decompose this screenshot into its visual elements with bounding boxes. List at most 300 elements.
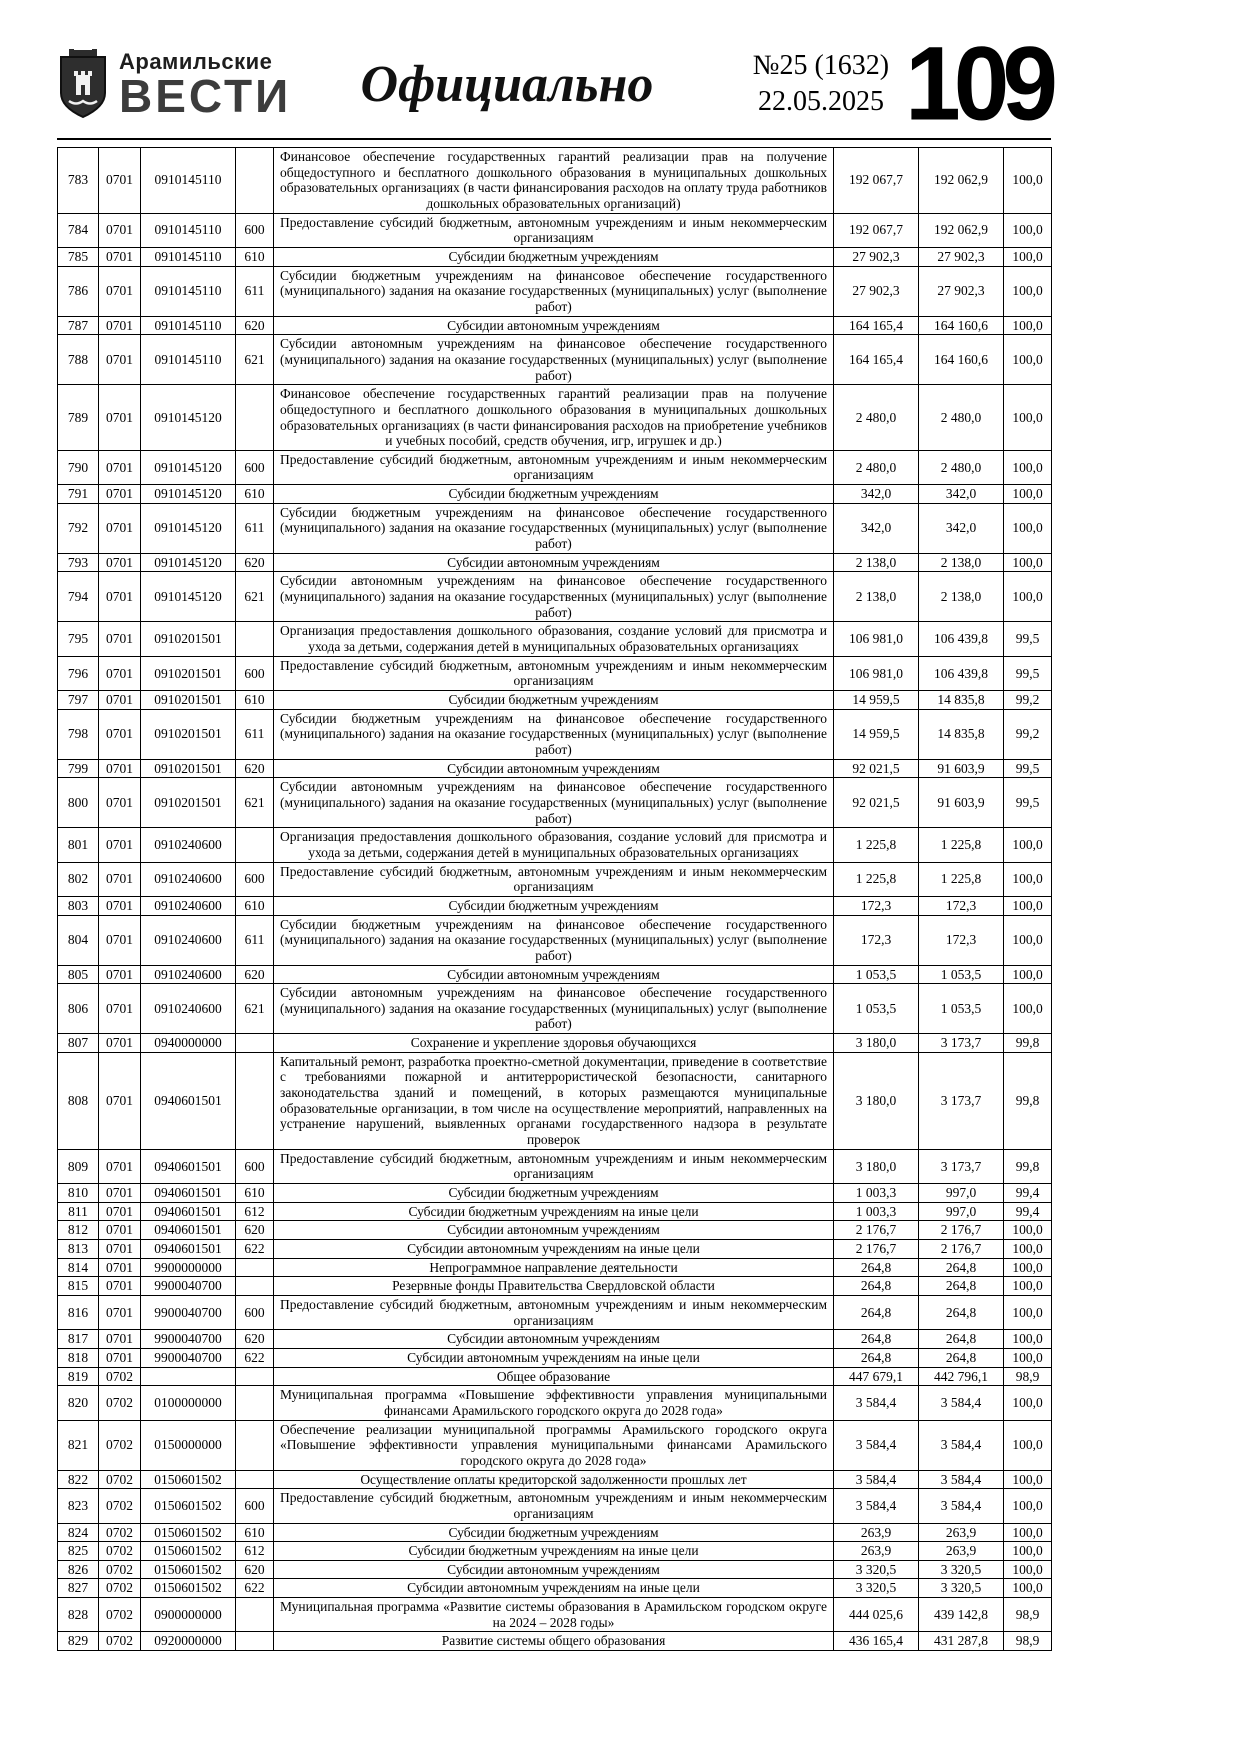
table-cell-percent: 99,8 bbox=[1004, 1034, 1052, 1053]
table-cell-razdel: 0701 bbox=[99, 656, 141, 690]
table-cell-target_article: 0910145120 bbox=[141, 450, 236, 484]
table-cell-fact: 91 603,9 bbox=[919, 759, 1004, 778]
table-cell-razdel: 0702 bbox=[99, 1420, 141, 1470]
table-cell-fact: 192 062,9 bbox=[919, 213, 1004, 247]
table-cell-vid bbox=[236, 1034, 274, 1053]
table-cell-fact: 263,9 bbox=[919, 1542, 1004, 1561]
table-cell-percent: 100,0 bbox=[1004, 385, 1052, 451]
table-cell-vid: 610 bbox=[236, 691, 274, 710]
table-row bbox=[58, 984, 1052, 1034]
table-cell-target_article: 0900000000 bbox=[141, 1598, 236, 1632]
table-cell-target_article: 0150601502 bbox=[141, 1542, 236, 1561]
table-row bbox=[58, 213, 1052, 247]
table-cell-razdel: 0701 bbox=[99, 1277, 141, 1296]
table-row bbox=[58, 553, 1052, 572]
table-cell-name: Субсидии автономным учреждениям bbox=[274, 759, 834, 778]
table-cell-razdel: 0701 bbox=[99, 385, 141, 451]
table-cell-vid: 621 bbox=[236, 778, 274, 828]
table-cell-line: 824 bbox=[58, 1523, 99, 1542]
table-cell-line: 790 bbox=[58, 450, 99, 484]
table-cell-fact: 264,8 bbox=[919, 1330, 1004, 1349]
table-cell-name: Предоставление субсидий бюджетным, автономным учреждениям и иным некоммерческим организациям bbox=[274, 450, 834, 484]
table-cell-target_article: 0910145120 bbox=[141, 553, 236, 572]
table-cell-percent: 98,9 bbox=[1004, 1367, 1052, 1386]
table-cell-percent: 100,0 bbox=[1004, 572, 1052, 622]
table-cell-line: 823 bbox=[58, 1489, 99, 1523]
table-cell-name: Субсидии бюджетным учреждениям bbox=[274, 247, 834, 266]
table-cell-fact: 3 584,4 bbox=[919, 1489, 1004, 1523]
table-cell-vid: 610 bbox=[236, 896, 274, 915]
table-cell-plan: 264,8 bbox=[834, 1348, 919, 1367]
table-row bbox=[58, 1202, 1052, 1221]
table-row bbox=[58, 759, 1052, 778]
table-cell-percent: 100,0 bbox=[1004, 1542, 1052, 1561]
table-cell-fact: 3 320,5 bbox=[919, 1579, 1004, 1598]
table-cell-name: Сохранение и укрепление здоровья обучающихся bbox=[274, 1034, 834, 1053]
table-cell-plan: 342,0 bbox=[834, 503, 919, 553]
table-cell-name: Субсидии бюджетным учреждениям на финансовое обеспечение государственного (муниципального) задания на оказание государственных (муниципальных) услуг (выполнение работ) bbox=[274, 503, 834, 553]
table-cell-plan: 192 067,7 bbox=[834, 213, 919, 247]
table-cell-razdel: 0701 bbox=[99, 896, 141, 915]
table-row bbox=[58, 316, 1052, 335]
table-cell-name: Субсидии бюджетным учреждениям bbox=[274, 691, 834, 710]
table-cell-percent: 100,0 bbox=[1004, 915, 1052, 965]
table-cell-target_article: 0910145110 bbox=[141, 247, 236, 266]
table-cell-line: 815 bbox=[58, 1277, 99, 1296]
table-cell-name: Организация предоставления дошкольного образования, создание условий для присмотра и ухода за детьми, содержания детей в муниципальных образовательных организациях bbox=[274, 622, 834, 656]
table-cell-target_article: 0910240600 bbox=[141, 915, 236, 965]
table-cell-vid: 600 bbox=[236, 1489, 274, 1523]
table-cell-razdel: 0702 bbox=[99, 1632, 141, 1651]
table-cell-razdel: 0701 bbox=[99, 1202, 141, 1221]
table-cell-vid: 622 bbox=[236, 1240, 274, 1259]
table-cell-percent: 99,5 bbox=[1004, 778, 1052, 828]
table-cell-target_article: 0940601501 bbox=[141, 1149, 236, 1183]
table-cell-name: Субсидии бюджетным учреждениям bbox=[274, 896, 834, 915]
table-row bbox=[58, 1386, 1052, 1420]
table-cell-plan: 3 584,4 bbox=[834, 1489, 919, 1523]
budget-table-body bbox=[58, 148, 1052, 1651]
table-cell-razdel: 0702 bbox=[99, 1598, 141, 1632]
table-cell-percent: 100,0 bbox=[1004, 896, 1052, 915]
table-cell-razdel: 0701 bbox=[99, 1221, 141, 1240]
table-cell-fact: 3 173,7 bbox=[919, 1034, 1004, 1053]
table-cell-razdel: 0701 bbox=[99, 1330, 141, 1349]
table-row bbox=[58, 1149, 1052, 1183]
table-cell-vid: 621 bbox=[236, 572, 274, 622]
table-row bbox=[58, 148, 1052, 214]
table-cell-vid: 600 bbox=[236, 213, 274, 247]
table-row bbox=[58, 247, 1052, 266]
table-cell-line: 811 bbox=[58, 1202, 99, 1221]
table-cell-razdel: 0701 bbox=[99, 984, 141, 1034]
brand-name-top: Арамильские bbox=[119, 49, 273, 75]
table-cell-name: Субсидии бюджетным учреждениям на финансовое обеспечение государственного (муниципального) задания на оказание государственных (муниципальных) услуг (выполнение работ) bbox=[274, 709, 834, 759]
table-cell-fact: 342,0 bbox=[919, 503, 1004, 553]
table-cell-percent: 100,0 bbox=[1004, 503, 1052, 553]
table-cell-percent: 99,2 bbox=[1004, 691, 1052, 710]
table-cell-line: 788 bbox=[58, 335, 99, 385]
table-cell-name: Финансовое обеспечение государственных гарантий реализации прав на получение общедоступного и бесплатного дошкольного образования в муниципальных дошкольных образовательных организациях (в части финансирования расходов на приобретение учебников и учебных пособий, средств обучения, игр, игрушек и др.) bbox=[274, 385, 834, 451]
table-cell-vid bbox=[236, 1598, 274, 1632]
table-row bbox=[58, 1523, 1052, 1542]
table-cell-plan: 436 165,4 bbox=[834, 1632, 919, 1651]
table-cell-line: 816 bbox=[58, 1295, 99, 1329]
table-cell-name: Резервные фонды Правительства Свердловской области bbox=[274, 1277, 834, 1296]
table-cell-name: Предоставление субсидий бюджетным, автономным учреждениям и иным некоммерческим организациям bbox=[274, 213, 834, 247]
table-row bbox=[58, 965, 1052, 984]
table-cell-target_article: 0150601502 bbox=[141, 1523, 236, 1542]
table-cell-name: Организация предоставления дошкольного образования, создание условий для присмотра и ухода за детьми, содержания детей в муниципальных образовательных организациях bbox=[274, 828, 834, 862]
table-cell-percent: 100,0 bbox=[1004, 148, 1052, 214]
table-cell-line: 799 bbox=[58, 759, 99, 778]
section-title: Официально bbox=[360, 55, 654, 113]
table-cell-vid bbox=[236, 622, 274, 656]
table-cell-line: 828 bbox=[58, 1598, 99, 1632]
table-cell-fact: 264,8 bbox=[919, 1295, 1004, 1329]
table-cell-vid: 620 bbox=[236, 759, 274, 778]
table-cell-fact: 439 142,8 bbox=[919, 1598, 1004, 1632]
table-cell-razdel: 0701 bbox=[99, 572, 141, 622]
table-cell-line: 814 bbox=[58, 1258, 99, 1277]
brand-name-bottom: ВЕСТИ bbox=[119, 70, 292, 123]
table-row bbox=[58, 1348, 1052, 1367]
table-cell-razdel: 0701 bbox=[99, 213, 141, 247]
table-cell-fact: 264,8 bbox=[919, 1348, 1004, 1367]
table-cell-razdel: 0701 bbox=[99, 1295, 141, 1329]
table-cell-fact: 431 287,8 bbox=[919, 1632, 1004, 1651]
table-row bbox=[58, 862, 1052, 896]
table-cell-plan: 342,0 bbox=[834, 485, 919, 504]
table-cell-fact: 27 902,3 bbox=[919, 247, 1004, 266]
table-cell-target_article: 0940601501 bbox=[141, 1202, 236, 1221]
table-cell-plan: 3 320,5 bbox=[834, 1560, 919, 1579]
table-cell-target_article: 9900000000 bbox=[141, 1258, 236, 1277]
table-cell-line: 810 bbox=[58, 1184, 99, 1203]
table-cell-fact: 442 796,1 bbox=[919, 1367, 1004, 1386]
table-cell-fact: 264,8 bbox=[919, 1277, 1004, 1296]
table-cell-percent: 100,0 bbox=[1004, 1348, 1052, 1367]
table-cell-plan: 106 981,0 bbox=[834, 656, 919, 690]
table-cell-target_article: 0940601501 bbox=[141, 1184, 236, 1203]
table-cell-line: 812 bbox=[58, 1221, 99, 1240]
table-cell-plan: 1 003,3 bbox=[834, 1184, 919, 1203]
issue-date: 22.05.2025 bbox=[757, 86, 884, 117]
table-cell-line: 794 bbox=[58, 572, 99, 622]
table-cell-plan: 263,9 bbox=[834, 1523, 919, 1542]
table-cell-plan: 3 584,4 bbox=[834, 1386, 919, 1420]
table-cell-line: 795 bbox=[58, 622, 99, 656]
table-cell-vid: 600 bbox=[236, 1149, 274, 1183]
table-cell-vid: 612 bbox=[236, 1542, 274, 1561]
table-cell-line: 792 bbox=[58, 503, 99, 553]
table-row bbox=[58, 778, 1052, 828]
table-cell-fact: 91 603,9 bbox=[919, 778, 1004, 828]
table-cell-target_article bbox=[141, 1367, 236, 1386]
table-cell-target_article: 0940000000 bbox=[141, 1034, 236, 1053]
table-cell-razdel: 0701 bbox=[99, 1052, 141, 1149]
table-cell-plan: 264,8 bbox=[834, 1295, 919, 1329]
table-cell-line: 786 bbox=[58, 266, 99, 316]
table-cell-percent: 99,5 bbox=[1004, 656, 1052, 690]
table-cell-line: 796 bbox=[58, 656, 99, 690]
table-cell-fact: 106 439,8 bbox=[919, 656, 1004, 690]
table-cell-razdel: 0702 bbox=[99, 1523, 141, 1542]
table-cell-plan: 263,9 bbox=[834, 1542, 919, 1561]
table-cell-vid bbox=[236, 1277, 274, 1296]
table-cell-plan: 1 053,5 bbox=[834, 984, 919, 1034]
table-cell-fact: 164 160,6 bbox=[919, 316, 1004, 335]
table-cell-target_article: 0910240600 bbox=[141, 965, 236, 984]
table-row bbox=[58, 1330, 1052, 1349]
table-cell-vid: 610 bbox=[236, 485, 274, 504]
table-cell-target_article: 0910145110 bbox=[141, 266, 236, 316]
table-cell-line: 803 bbox=[58, 896, 99, 915]
table-cell-line: 829 bbox=[58, 1632, 99, 1651]
table-cell-percent: 100,0 bbox=[1004, 984, 1052, 1034]
table-cell-plan: 164 165,4 bbox=[834, 335, 919, 385]
table-cell-name: Предоставление субсидий бюджетным, автономным учреждениям и иным некоммерческим организациям bbox=[274, 1149, 834, 1183]
table-cell-razdel: 0701 bbox=[99, 709, 141, 759]
table-row bbox=[58, 1367, 1052, 1386]
table-cell-percent: 100,0 bbox=[1004, 1420, 1052, 1470]
table-cell-percent: 98,9 bbox=[1004, 1598, 1052, 1632]
table-cell-percent: 99,5 bbox=[1004, 759, 1052, 778]
table-cell-vid bbox=[236, 1470, 274, 1489]
table-cell-percent: 100,0 bbox=[1004, 335, 1052, 385]
table-cell-vid bbox=[236, 148, 274, 214]
table-cell-plan: 2 138,0 bbox=[834, 553, 919, 572]
table-cell-razdel: 0701 bbox=[99, 862, 141, 896]
table-cell-line: 785 bbox=[58, 247, 99, 266]
table-cell-vid: 600 bbox=[236, 1295, 274, 1329]
table-cell-fact: 2 176,7 bbox=[919, 1240, 1004, 1259]
table-cell-vid: 620 bbox=[236, 965, 274, 984]
table-cell-percent: 100,0 bbox=[1004, 1258, 1052, 1277]
table-cell-percent: 100,0 bbox=[1004, 316, 1052, 335]
table-cell-line: 808 bbox=[58, 1052, 99, 1149]
table-cell-fact: 997,0 bbox=[919, 1202, 1004, 1221]
table-cell-fact: 1 225,8 bbox=[919, 828, 1004, 862]
table-row bbox=[58, 915, 1052, 965]
table-cell-razdel: 0701 bbox=[99, 1348, 141, 1367]
table-cell-line: 789 bbox=[58, 385, 99, 451]
table-cell-vid bbox=[236, 1632, 274, 1651]
table-cell-plan: 1 225,8 bbox=[834, 862, 919, 896]
table-cell-fact: 2 480,0 bbox=[919, 450, 1004, 484]
table-cell-fact: 342,0 bbox=[919, 485, 1004, 504]
table-cell-plan: 92 021,5 bbox=[834, 778, 919, 828]
table-row bbox=[58, 1470, 1052, 1489]
table-cell-razdel: 0701 bbox=[99, 1240, 141, 1259]
table-cell-razdel: 0701 bbox=[99, 965, 141, 984]
table-cell-percent: 100,0 bbox=[1004, 1523, 1052, 1542]
table-cell-razdel: 0702 bbox=[99, 1579, 141, 1598]
table-cell-name: Субсидии автономным учреждениям bbox=[274, 316, 834, 335]
table-cell-plan: 27 902,3 bbox=[834, 266, 919, 316]
table-cell-target_article: 0150601502 bbox=[141, 1560, 236, 1579]
table-row bbox=[58, 1579, 1052, 1598]
table-cell-name: Субсидии автономным учреждениям на финансовое обеспечение государственного (муниципального) задания на оказание государственных (муниципальных) услуг (выполнение работ) bbox=[274, 335, 834, 385]
table-cell-target_article: 0910240600 bbox=[141, 984, 236, 1034]
table-cell-name: Субсидии бюджетным учреждениям на иные цели bbox=[274, 1202, 834, 1221]
table-cell-name: Муниципальная программа «Развитие системы образования в Арамильском городском округе на 2024 – 2028 годы» bbox=[274, 1598, 834, 1632]
table-cell-fact: 172,3 bbox=[919, 915, 1004, 965]
table-row bbox=[58, 1489, 1052, 1523]
table-cell-target_article: 0940601501 bbox=[141, 1052, 236, 1149]
table-cell-name: Субсидии автономным учреждениям bbox=[274, 1330, 834, 1349]
table-row bbox=[58, 1420, 1052, 1470]
table-cell-razdel: 0701 bbox=[99, 1149, 141, 1183]
table-cell-razdel: 0701 bbox=[99, 691, 141, 710]
table-cell-name: Субсидии автономным учреждениям на иные цели bbox=[274, 1579, 834, 1598]
table-cell-percent: 99,4 bbox=[1004, 1184, 1052, 1203]
table-cell-vid: 611 bbox=[236, 915, 274, 965]
table-cell-plan: 164 165,4 bbox=[834, 316, 919, 335]
table-row bbox=[58, 1221, 1052, 1240]
table-cell-percent: 100,0 bbox=[1004, 828, 1052, 862]
table-cell-line: 819 bbox=[58, 1367, 99, 1386]
table-cell-percent: 99,5 bbox=[1004, 622, 1052, 656]
table-row bbox=[58, 828, 1052, 862]
table-cell-fact: 14 835,8 bbox=[919, 691, 1004, 710]
table-cell-plan: 192 067,7 bbox=[834, 148, 919, 214]
table-cell-percent: 100,0 bbox=[1004, 1221, 1052, 1240]
table-cell-target_article: 0910145110 bbox=[141, 148, 236, 214]
table-cell-target_article: 0910145120 bbox=[141, 572, 236, 622]
table-cell-plan: 2 176,7 bbox=[834, 1221, 919, 1240]
table-row bbox=[58, 1240, 1052, 1259]
table-cell-vid: 620 bbox=[236, 316, 274, 335]
table-cell-razdel: 0701 bbox=[99, 247, 141, 266]
table-row bbox=[58, 1542, 1052, 1561]
table-cell-target_article: 0910145120 bbox=[141, 385, 236, 451]
table-cell-percent: 100,0 bbox=[1004, 1489, 1052, 1523]
table-cell-line: 804 bbox=[58, 915, 99, 965]
table-cell-line: 817 bbox=[58, 1330, 99, 1349]
table-cell-name: Субсидии автономным учреждениям bbox=[274, 965, 834, 984]
table-cell-vid: 600 bbox=[236, 450, 274, 484]
table-cell-plan: 172,3 bbox=[834, 915, 919, 965]
table-cell-razdel: 0701 bbox=[99, 335, 141, 385]
table-cell-plan: 3 584,4 bbox=[834, 1470, 919, 1489]
table-cell-target_article: 0910201501 bbox=[141, 691, 236, 710]
table-cell-line: 787 bbox=[58, 316, 99, 335]
table-cell-plan: 2 138,0 bbox=[834, 572, 919, 622]
table-cell-name: Развитие системы общего образования bbox=[274, 1632, 834, 1651]
table-row bbox=[58, 1295, 1052, 1329]
table-row bbox=[58, 896, 1052, 915]
table-cell-target_article: 0100000000 bbox=[141, 1386, 236, 1420]
table-cell-name: Субсидии автономным учреждениям на иные цели bbox=[274, 1240, 834, 1259]
table-cell-fact: 263,9 bbox=[919, 1523, 1004, 1542]
table-cell-razdel: 0702 bbox=[99, 1489, 141, 1523]
table-cell-target_article: 0910240600 bbox=[141, 828, 236, 862]
table-cell-fact: 14 835,8 bbox=[919, 709, 1004, 759]
table-cell-name: Субсидии бюджетным учреждениям bbox=[274, 1523, 834, 1542]
table-cell-razdel: 0701 bbox=[99, 622, 141, 656]
table-cell-percent: 99,2 bbox=[1004, 709, 1052, 759]
table-cell-vid bbox=[236, 1386, 274, 1420]
table-cell-vid: 620 bbox=[236, 1330, 274, 1349]
table-cell-percent: 100,0 bbox=[1004, 1470, 1052, 1489]
table-cell-percent: 98,9 bbox=[1004, 1632, 1052, 1651]
table-cell-line: 827 bbox=[58, 1579, 99, 1598]
table-cell-fact: 3 584,4 bbox=[919, 1420, 1004, 1470]
table-cell-target_article: 0150601502 bbox=[141, 1489, 236, 1523]
table-cell-vid: 621 bbox=[236, 335, 274, 385]
table-cell-name: Субсидии бюджетным учреждениям bbox=[274, 1184, 834, 1203]
table-cell-name: Обеспечение реализации муниципальной программы Арамильского городского округа «Повышение эффективности управления муниципальными финансами Арамильского городского округа до 2028 года» bbox=[274, 1420, 834, 1470]
table-cell-percent: 99,8 bbox=[1004, 1052, 1052, 1149]
table-row bbox=[58, 335, 1052, 385]
table-cell-plan: 14 959,5 bbox=[834, 691, 919, 710]
table-cell-plan: 3 584,4 bbox=[834, 1420, 919, 1470]
table-cell-percent: 100,0 bbox=[1004, 247, 1052, 266]
table-row bbox=[58, 385, 1052, 451]
table-row bbox=[58, 709, 1052, 759]
table-cell-name: Общее образование bbox=[274, 1367, 834, 1386]
masthead bbox=[57, 24, 1051, 143]
table-cell-target_article: 0910145120 bbox=[141, 503, 236, 553]
table-cell-line: 825 bbox=[58, 1542, 99, 1561]
table-cell-vid: 610 bbox=[236, 1184, 274, 1203]
table-cell-fact: 3 584,4 bbox=[919, 1470, 1004, 1489]
table-cell-plan: 3 180,0 bbox=[834, 1034, 919, 1053]
table-cell-plan: 14 959,5 bbox=[834, 709, 919, 759]
table-cell-fact: 27 902,3 bbox=[919, 266, 1004, 316]
table-cell-fact: 192 062,9 bbox=[919, 148, 1004, 214]
table-cell-line: 805 bbox=[58, 965, 99, 984]
brand-text bbox=[119, 49, 292, 123]
issue-number: №25 (1632) bbox=[752, 49, 890, 81]
table-cell-vid: 611 bbox=[236, 503, 274, 553]
table-cell-percent: 100,0 bbox=[1004, 1330, 1052, 1349]
budget-execution-table bbox=[57, 147, 1052, 1651]
table-cell-target_article: 0910201501 bbox=[141, 622, 236, 656]
table-cell-target_article: 9900040700 bbox=[141, 1277, 236, 1296]
table-row bbox=[58, 1034, 1052, 1053]
table-cell-name: Субсидии автономным учреждениям bbox=[274, 1221, 834, 1240]
table-cell-name: Субсидии бюджетным учреждениям на финансовое обеспечение государственного (муниципального) задания на оказание государственных (муниципальных) услуг (выполнение работ) bbox=[274, 266, 834, 316]
table-cell-name: Муниципальная программа «Повышение эффективности управления муниципальными финансами Арамильского городского округа до 2028 года» bbox=[274, 1386, 834, 1420]
table-cell-fact: 3 320,5 bbox=[919, 1560, 1004, 1579]
table-cell-fact: 1 053,5 bbox=[919, 984, 1004, 1034]
table-cell-target_article: 0910201501 bbox=[141, 656, 236, 690]
table-cell-razdel: 0701 bbox=[99, 759, 141, 778]
table-cell-vid bbox=[236, 1258, 274, 1277]
table-cell-vid: 620 bbox=[236, 553, 274, 572]
table-cell-line: 784 bbox=[58, 213, 99, 247]
table-cell-fact: 164 160,6 bbox=[919, 335, 1004, 385]
table-cell-line: 802 bbox=[58, 862, 99, 896]
table-cell-line: 783 bbox=[58, 148, 99, 214]
table-cell-percent: 100,0 bbox=[1004, 1386, 1052, 1420]
table-row bbox=[58, 485, 1052, 504]
table-cell-plan: 264,8 bbox=[834, 1277, 919, 1296]
table-cell-vid: 610 bbox=[236, 1523, 274, 1542]
table-cell-vid: 621 bbox=[236, 984, 274, 1034]
table-cell-target_article: 0940601501 bbox=[141, 1221, 236, 1240]
table-cell-razdel: 0702 bbox=[99, 1560, 141, 1579]
table-cell-target_article: 0910145120 bbox=[141, 485, 236, 504]
table-cell-razdel: 0701 bbox=[99, 485, 141, 504]
table-cell-fact: 2 138,0 bbox=[919, 572, 1004, 622]
table-cell-vid: 611 bbox=[236, 709, 274, 759]
table-cell-line: 821 bbox=[58, 1420, 99, 1470]
table-cell-name: Субсидии автономным учреждениям на финансовое обеспечение государственного (муниципального) задания на оказание государственных (муниципальных) услуг (выполнение работ) bbox=[274, 778, 834, 828]
table-cell-line: 800 bbox=[58, 778, 99, 828]
